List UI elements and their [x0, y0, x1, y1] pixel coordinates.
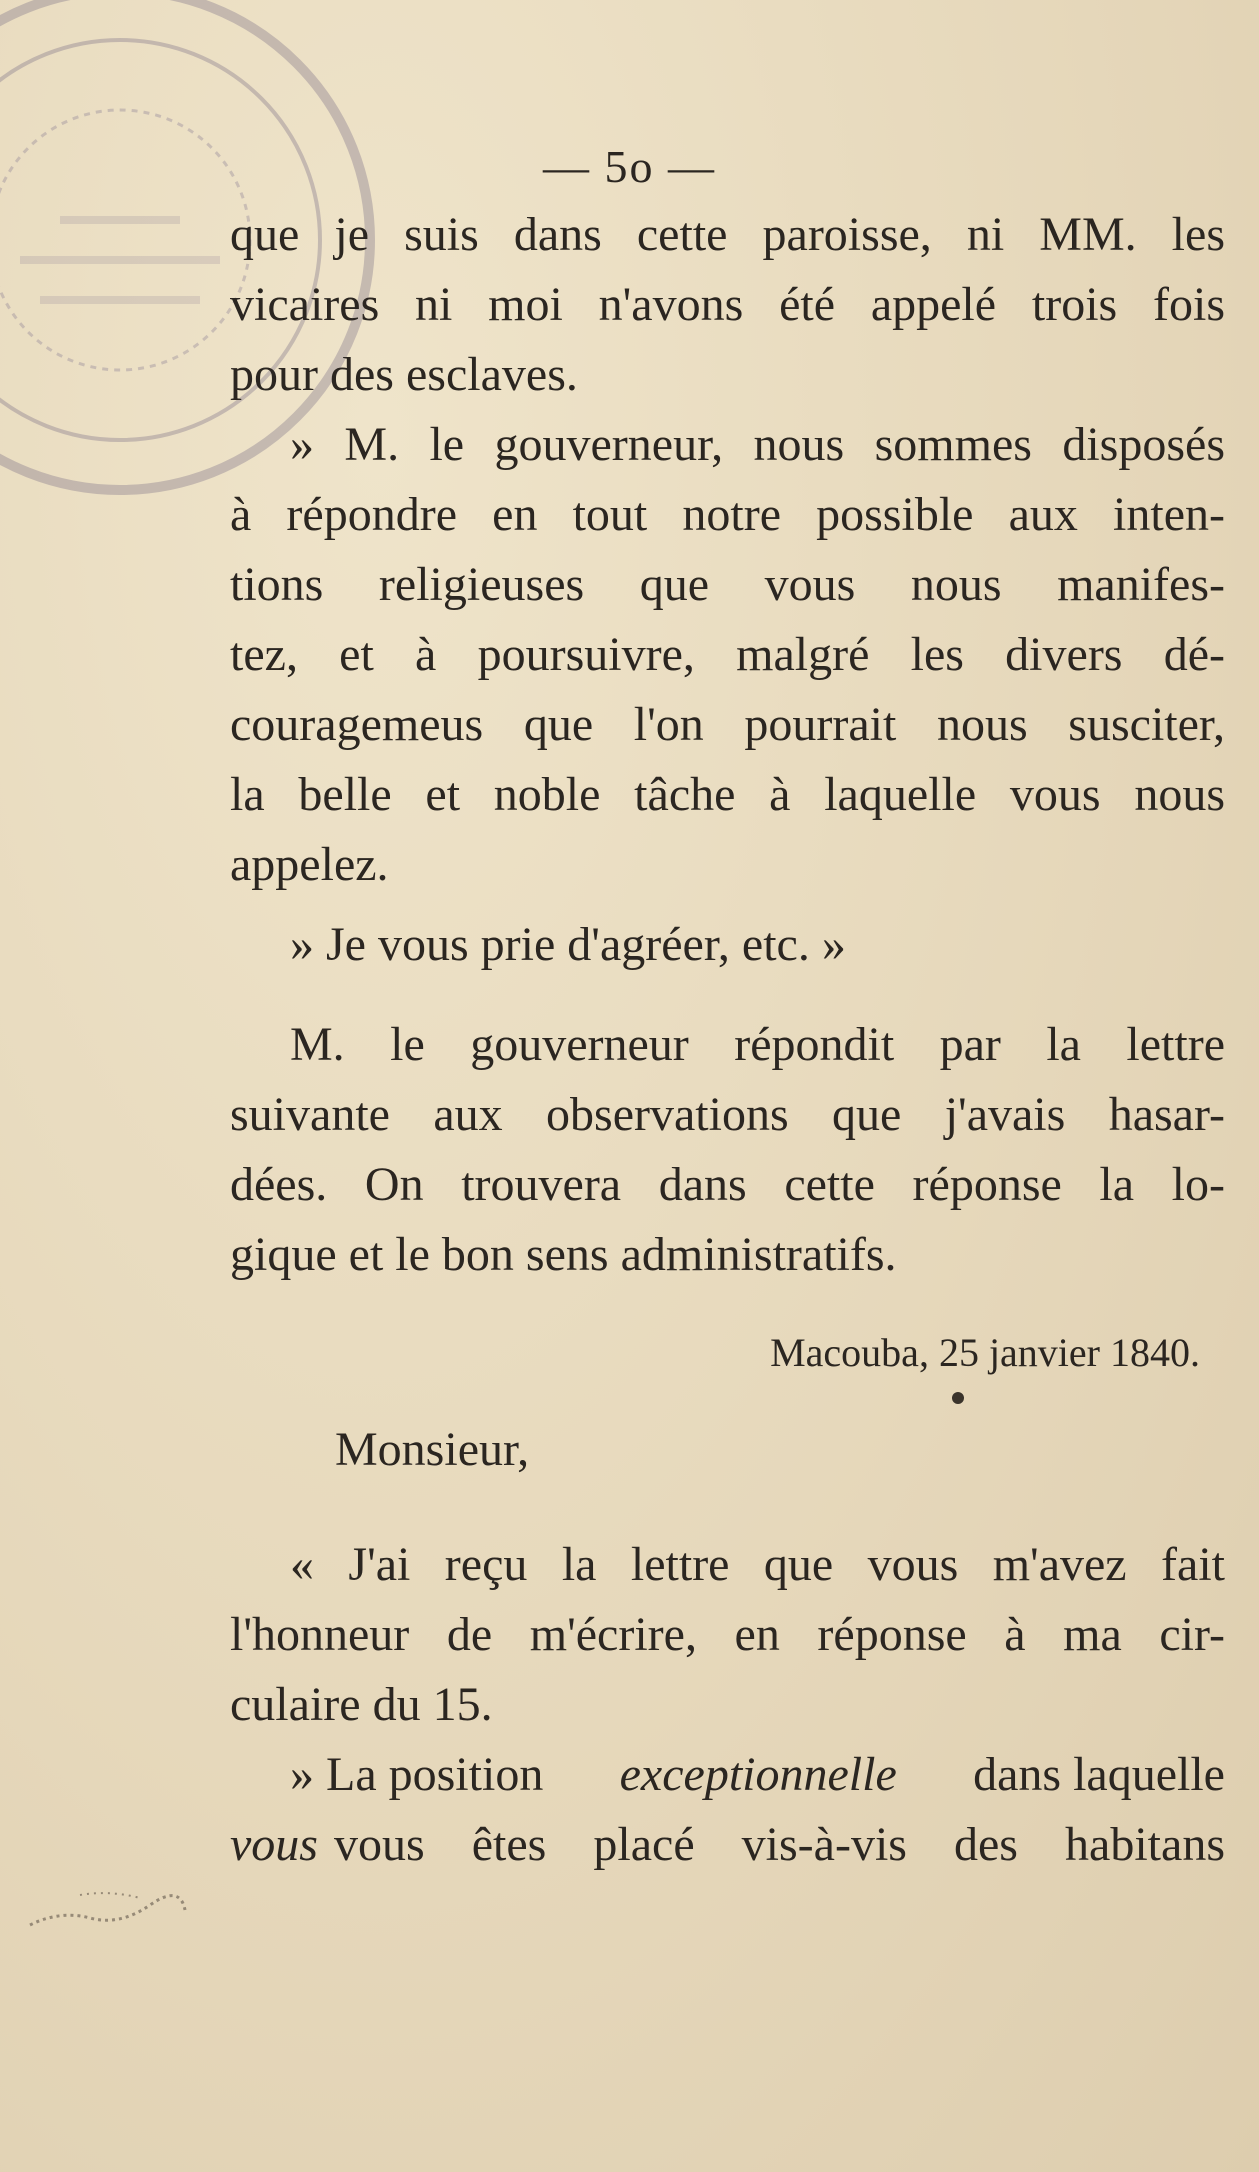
text-line: culaire du 15. — [230, 1678, 493, 1731]
text-line: tez, et à poursuivre, malgré les divers dé- — [230, 628, 1225, 681]
text-span: dans laquelle — [973, 1748, 1225, 1801]
text-line: » Je vous prie d'agréer, etc. » — [290, 918, 846, 971]
text-line: tions religieuses que vous nous manifes- — [230, 558, 1225, 611]
printer-mark — [952, 1392, 964, 1404]
text-line: pour des esclaves. — [230, 348, 578, 401]
text-line: « J'ai reçu la lettre que vous m'avez fait — [290, 1538, 1225, 1591]
text-line: que je suis dans cette paroisse, ni MM. les — [230, 208, 1225, 261]
italic-text: vous — [230, 1818, 318, 1871]
ink-smudge-icon — [20, 1880, 190, 1940]
text-line: vicaires ni moi n'avons été appelé trois fois — [230, 278, 1225, 331]
page-number: — 5o — — [543, 141, 716, 192]
text-line: appelez. — [230, 838, 389, 891]
italic-text: exceptionnelle — [619, 1748, 897, 1801]
text-line — [230, 1740, 1225, 1810]
text-line: gique et le bon sens administratifs. — [230, 1228, 897, 1281]
text-line: à répondre en tout notre possible aux inten- — [230, 488, 1225, 541]
text-line: suivante aux observations que j'avais hasar- — [230, 1088, 1225, 1141]
text-line: dées. On trouvera dans cette réponse la lo- — [230, 1158, 1225, 1211]
text-span: vous êtes placé vis-à-vis des habitans — [333, 1818, 1225, 1871]
text-span: » La position — [290, 1748, 544, 1801]
salutation: Monsieur, — [335, 1423, 530, 1476]
text-line: la belle et noble tâche à laquelle vous nous — [230, 768, 1225, 821]
text-line: » M. le gouverneur, nous sommes disposés — [290, 418, 1225, 471]
text-line: M. le gouverneur répondit par la lettre — [290, 1018, 1225, 1071]
text-line — [230, 1810, 1225, 1880]
text-line: couragemeus que l'on pourrait nous susciter, — [230, 698, 1225, 751]
dateline: Macouba, 25 janvier 1840. — [770, 1330, 1200, 1375]
text-line: l'honneur de m'écrire, en réponse à ma cir- — [230, 1608, 1225, 1661]
